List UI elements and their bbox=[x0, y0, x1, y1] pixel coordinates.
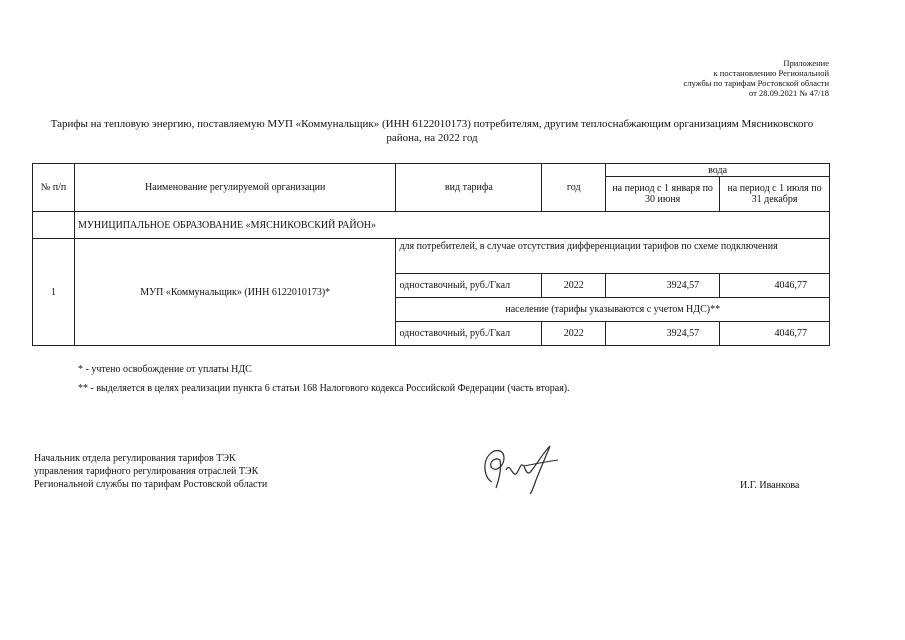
footnote-vat: * - учтено освобождение от уплаты НДС bbox=[78, 364, 252, 375]
header-period2: на период с 1 июля по 31 декабря bbox=[720, 177, 830, 212]
header-year: год bbox=[542, 164, 606, 212]
period1-value: 3924,57 bbox=[606, 322, 720, 346]
footnote-vat-allocation: ** - выделяется в целях реализации пункта 6 статьи 168 Налогового кодекса Российской Федерации (часть вторая). bbox=[78, 383, 570, 394]
tariff-type-cell: одноставочный, руб./Гкал bbox=[396, 274, 542, 298]
appendix-line: к постановлению Региональной bbox=[713, 68, 829, 78]
section-population: население (тарифы указываются с учетом НДС)** bbox=[396, 298, 830, 322]
appendix-block bbox=[683, 58, 829, 98]
signer-name: И.Г. Иванкова bbox=[740, 480, 800, 491]
signer-line: управления тарифного регулирования отраслей ТЭК bbox=[34, 466, 259, 477]
section-consumers: для потребителей, в случае отсутствия дифференциации тарифов по схеме подключения bbox=[396, 239, 830, 274]
header-water: вода bbox=[606, 164, 830, 177]
header-tariff-type: вид тарифа bbox=[396, 164, 542, 212]
period2-value: 4046,77 bbox=[720, 322, 830, 346]
document-title bbox=[34, 117, 830, 145]
org-name: МУП «Коммунальщик» (ИНН 6122010173)* bbox=[74, 239, 396, 346]
appendix-line: от 28.09.2021 № 47/18 bbox=[749, 88, 829, 98]
header-num: № п/п bbox=[33, 164, 75, 212]
municipality-row: МУНИЦИПАЛЬНОЕ ОБРАЗОВАНИЕ «МЯСНИКОВСКИЙ РАЙОН» bbox=[74, 212, 829, 239]
signer-line: Начальник отдела регулирования тарифов ТЭК bbox=[34, 453, 236, 464]
header-period1: на период с 1 января по 30 июня bbox=[606, 177, 720, 212]
handwritten-signature bbox=[478, 440, 568, 495]
appendix-line: Приложение bbox=[783, 58, 829, 68]
year-cell: 2022 bbox=[542, 274, 606, 298]
row-num: 1 bbox=[33, 239, 75, 346]
signer-line: Региональной службы по тарифам Ростовской области bbox=[34, 479, 268, 490]
year-cell: 2022 bbox=[542, 322, 606, 346]
period1-value: 3924,57 bbox=[606, 274, 720, 298]
municipality-num-cell bbox=[33, 212, 75, 239]
header-org: Наименование регулируемой организации bbox=[74, 164, 396, 212]
period2-value: 4046,77 bbox=[720, 274, 830, 298]
tariff-type-cell: одноставочный, руб./Гкал bbox=[396, 322, 542, 346]
signer-position bbox=[34, 452, 267, 491]
title-line: района, на 2022 год bbox=[386, 132, 478, 144]
tariff-table bbox=[32, 163, 830, 346]
title-line: Тарифы на тепловую энергию, поставляемую МУП «Коммунальщик» (ИНН 6122010173) потребителям, другим теплоснабжающим организациям Мясниковского bbox=[50, 118, 814, 130]
appendix-line: службы по тарифам Ростовской области bbox=[683, 78, 829, 88]
